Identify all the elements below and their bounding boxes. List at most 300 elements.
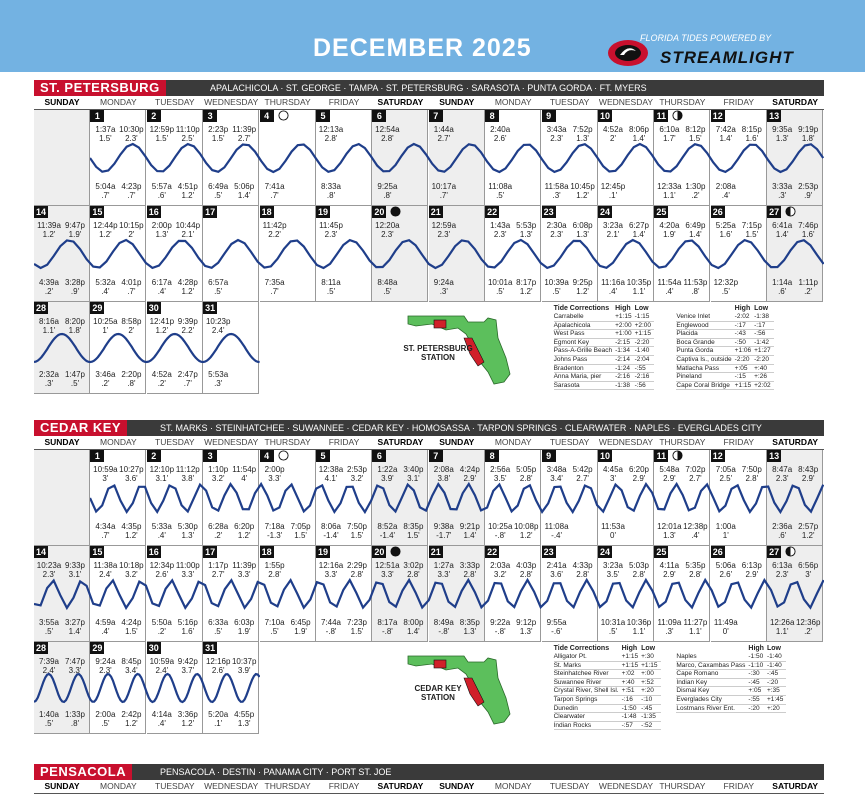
high-tide-label: 11:54p 4' [232, 465, 257, 483]
high-tide-label: 7:47p 3.3' [64, 657, 86, 675]
high-tide-label: 1:22a 3.9' [377, 465, 398, 483]
date-number: 11 [654, 110, 668, 122]
day-name: FRIDAY [723, 97, 755, 107]
low-tide-label: 3:55a .5' [38, 618, 60, 636]
corrections-cell: -2:20 [635, 338, 654, 347]
section-name: CEDAR KEY [34, 420, 127, 436]
high-tide-label: 7:15p 1.5' [741, 221, 762, 239]
day-cell [598, 110, 654, 206]
day-name: FRIDAY [723, 437, 755, 447]
low-tide-label: 10:17a .7' [431, 182, 457, 200]
high-tide-label: 12:13a 2.8' [318, 125, 344, 143]
day-cell [34, 450, 90, 546]
corrections-cell: Bradenton [554, 364, 616, 373]
full-moon-icon [278, 110, 289, 121]
day-cell [34, 110, 90, 206]
day-name: FRIDAY [328, 781, 360, 791]
day-name: TUESDAY [549, 781, 590, 791]
day-cell [316, 110, 372, 206]
high-tide-label: 4:52a 2' [602, 125, 624, 143]
high-tide-label: 2:53p 3.2' [346, 465, 368, 483]
day-name: SATURDAY [377, 97, 424, 107]
low-tide-label: 2:00a .5' [95, 710, 116, 728]
corrections-cell: Matlacha Pass [676, 364, 734, 373]
day-cell [90, 110, 146, 206]
date-number: 5 [316, 110, 330, 122]
high-tide-label: 5:03p 2.8' [628, 561, 650, 579]
low-tide-label: 6:45p 1.9' [290, 618, 311, 636]
section-places: PENSACOLA · DESTIN · PANAMA CITY · PORT ST. JOE [160, 767, 392, 777]
low-tide-label: 4:55p 1.3' [234, 710, 255, 728]
high-tide-label: 12:59p 1.5' [149, 125, 175, 143]
corrections-cell: +1:15 [622, 653, 641, 661]
corrections-cell: +:26 [754, 373, 773, 382]
day-cell [203, 546, 259, 642]
date-number: 4 [260, 110, 274, 122]
low-tide-label: 8:35p 1.3' [459, 618, 480, 636]
corrections-cell: -1:40 [635, 347, 654, 356]
day-cell [767, 206, 823, 302]
high-tide-label: 8:06p 1.4' [628, 125, 650, 143]
day-name: MONDAY [100, 781, 137, 791]
high-tide-label: 10:59a 3' [93, 465, 118, 483]
corrections-cell: +:02 [622, 670, 641, 679]
corrections-cell: -1:34 [615, 347, 634, 356]
low-tide-label: 9:25p 1.2' [572, 278, 593, 296]
section-name: PENSACOLA [34, 764, 132, 780]
low-tide-label: 11:09a .3' [657, 618, 682, 636]
high-tide-label: 5:06a 2.6' [715, 561, 736, 579]
corrections-cell: +:40 [754, 364, 773, 373]
date-number: 8 [485, 450, 499, 462]
high-tide-label: 12:34p 2.6' [149, 561, 175, 579]
day-header-row [34, 96, 824, 110]
high-tide-label: 2:03a 3.2' [490, 561, 511, 579]
corrections-cell: Johns Pass [554, 355, 616, 364]
date-number: 24 [599, 207, 610, 217]
corrections-cell: -1:50 [748, 653, 767, 661]
day-cell [260, 546, 316, 642]
low-tide-label: 9:12p 1.3' [516, 618, 537, 636]
high-tide-label: 4:33p 2.8' [572, 561, 593, 579]
high-tide-label: 10:59a 2.4' [149, 657, 175, 675]
day-cell [485, 110, 541, 206]
low-tide-label: 2:57p 1.2' [798, 522, 819, 540]
corrections-cell: -1:48 [622, 713, 641, 722]
date-number: 4 [260, 450, 274, 462]
low-tide-label: 9:24a .3' [433, 278, 454, 296]
day-name: SATURDAY [772, 781, 819, 791]
day-cell [316, 546, 372, 642]
corrections-cell: -2:14 [615, 355, 634, 364]
low-tide-label: 7:23p 1.5' [346, 618, 368, 636]
corrections-cell: +2:00 [615, 321, 634, 330]
corrections-cell: -2:15 [615, 338, 634, 347]
day-name: MONDAY [494, 781, 532, 791]
low-tide-label: 5:33a .4' [151, 522, 172, 540]
high-tide-label: 6:13a 2.3' [772, 561, 793, 579]
low-tide-label: 11:53a 0' [601, 522, 625, 540]
corrections-cell: -2:20 [735, 355, 754, 364]
high-tide-label: 7:02p 2.7' [685, 465, 706, 483]
corrections-cell: Marco, Caxambas Pass [676, 661, 748, 670]
day-name: WEDNESDAY [598, 97, 654, 107]
corrections-cell: +1:15 [641, 661, 660, 670]
corrections-cell: Alligator Pt. [554, 653, 622, 661]
high-tide-label: 6:49p 1.4' [685, 221, 706, 239]
high-tide-label: 8:20p 1.8' [64, 317, 86, 335]
low-tide-label: 4:52a .2' [151, 370, 172, 388]
day-name: SATURDAY [377, 437, 424, 447]
day-cell [598, 546, 654, 642]
date-number: 21 [430, 207, 441, 217]
corrections-cell: Tarpon Springs [554, 695, 622, 704]
day-cell [147, 302, 203, 394]
date-number: 29 [92, 303, 103, 313]
corrections-cell: -1:15 [635, 313, 654, 321]
corrections-cell: -:15 [735, 373, 754, 382]
low-tide-label: 8:17p 1.2' [516, 278, 537, 296]
low-tide-label: 1:00a 1' [715, 522, 736, 540]
corrections-cell: St. Marks [554, 661, 622, 670]
corrections-cell: +:40 [622, 678, 641, 687]
low-tide-label: 1:33p .8' [64, 710, 86, 728]
low-tide-label: 8:35p 1.5' [403, 522, 424, 540]
high-tide-label: 10:23p 2.4' [205, 317, 231, 335]
low-tide-label: 11:49a 0' [713, 618, 738, 636]
day-cell [711, 450, 767, 546]
day-cell [260, 206, 316, 302]
date-number: 17 [205, 207, 216, 217]
corrections-cell: -1:40 [767, 653, 786, 661]
day-cell [147, 450, 203, 546]
day-cell [429, 206, 485, 302]
date-number: 1 [90, 110, 104, 122]
corrections-cell: West Pass [554, 330, 616, 339]
low-tide-label: 6:03p 1.9' [234, 618, 255, 636]
corrections-header [676, 304, 734, 313]
low-tide-label: 3:28p .9' [64, 278, 86, 296]
high-tide-label: 6:10a 1.7' [659, 125, 680, 143]
day-cell [203, 206, 259, 302]
day-name: SUNDAY [44, 97, 80, 107]
day-cell [598, 450, 654, 546]
section-name: ST. PETERSBURG [34, 80, 166, 96]
date-number: 3 [203, 450, 217, 462]
low-tide-label: 5:50a .2' [151, 618, 172, 636]
high-tide-label: 7:39a 2.4' [38, 657, 60, 675]
low-tide-label: 10:39a .5' [544, 278, 569, 296]
high-tide-label: 7:52p 1.3' [572, 125, 593, 143]
day-cell [372, 206, 428, 302]
date-number: 19 [317, 207, 328, 217]
low-tide-label: 5:16p 1.6' [177, 618, 198, 636]
date-number: 15 [92, 207, 103, 217]
high-tide-label: 6:41a 1.4' [772, 221, 793, 239]
day-cell [429, 110, 485, 206]
date-number: 23 [543, 547, 554, 557]
corrections-cell: Apalachicola [554, 321, 616, 330]
high-tide-label: 9:47p 1.9' [64, 221, 86, 239]
day-cell [147, 110, 203, 206]
high-tide-label: 2:30a 2.3' [546, 221, 567, 239]
date-number: 27 [769, 207, 780, 217]
first-moon-icon [785, 546, 796, 557]
low-tide-label: 6:57a .5' [208, 278, 229, 296]
day-name: MONDAY [100, 437, 137, 447]
date-number: 30 [148, 303, 159, 313]
corrections-cell: +1:00 [615, 330, 634, 339]
date-number: 14 [35, 207, 46, 217]
brand-name: STREAMLIGHT [660, 48, 794, 67]
tide-corrections-table [676, 304, 773, 390]
corrections-cell: +:00 [641, 670, 660, 679]
high-tide-label: 11:39p 3.3' [232, 561, 257, 579]
station-map [406, 648, 526, 733]
high-tide-label: 3:23a 3.5' [602, 561, 624, 579]
low-tide-label: 1:47p .5' [64, 370, 86, 388]
date-number: 1 [90, 450, 104, 462]
date-number: 7 [429, 450, 443, 462]
day-name: THURSDAY [659, 437, 706, 447]
date-number: 16 [148, 547, 159, 557]
low-tide-label: 5:30p 1.3' [177, 522, 198, 540]
high-tide-label: 1:44a 2.7' [433, 125, 454, 143]
low-tide-label: 11:08a .5' [488, 182, 513, 200]
date-number: 13 [769, 451, 780, 461]
day-name: TUESDAY [155, 437, 195, 447]
high-tide-label: 6:13p 2.9' [741, 561, 762, 579]
day-cell [485, 546, 541, 642]
date-number: 20 [374, 207, 385, 217]
low-tide-label: 8:06a -1.4' [320, 522, 342, 540]
corrections-header [676, 644, 748, 653]
corrections-cell: -:20 [748, 704, 767, 713]
day-cell [429, 546, 485, 642]
high-tide-label: 12:16p 2.6' [205, 657, 231, 675]
high-tide-label: 10:44p 2.1' [175, 221, 201, 239]
day-cell [90, 302, 146, 394]
high-tide-label: 11:45p 2.3' [319, 221, 343, 239]
day-cell [372, 546, 428, 642]
low-tide-label: 7:35a .7' [264, 278, 285, 296]
corrections-cell: -:55 [635, 364, 654, 373]
high-tide-label: 11:12p 3.8' [175, 465, 200, 483]
day-cell [34, 302, 90, 394]
corrections-cell: -:10 [641, 695, 660, 704]
low-tide-label: 12:38p .4' [683, 522, 708, 540]
high-tide-label: 8:16a 1.1' [38, 317, 60, 335]
day-cell [542, 450, 598, 546]
corrections-cell: -1:50 [622, 704, 641, 713]
low-tide-label: 12:33a 1.1' [657, 182, 682, 200]
day-name: SUNDAY [439, 781, 475, 791]
high-tide-label: 6:27p 1.4' [628, 221, 650, 239]
day-name: THURSDAY [659, 781, 706, 791]
section-header [34, 420, 824, 436]
day-name: MONDAY [494, 437, 532, 447]
high-tide-label: 12:16a 3.3' [318, 561, 344, 579]
week-row [34, 302, 824, 394]
date-number: 29 [92, 643, 103, 653]
high-tide-label: 9:42p 3.7' [177, 657, 198, 675]
low-tide-label: 1:11p .2' [798, 278, 818, 296]
date-number: 12 [712, 451, 723, 461]
date-number: 24 [599, 547, 610, 557]
date-number: 23 [543, 207, 554, 217]
high-tide-label: 9:39p 2.2' [177, 317, 198, 335]
date-number: 18 [261, 547, 272, 557]
corrections-cell: -:17 [754, 321, 773, 330]
corrections-cell: +1:15 [622, 661, 641, 670]
corrections-cell: -:52 [641, 721, 660, 730]
low-tide-label: 6:20p 1.2' [234, 522, 255, 540]
high-tide-label: 5:35p 2.8' [685, 561, 706, 579]
date-number: 12 [712, 111, 723, 121]
corrections-cell: +2:02 [754, 381, 773, 390]
high-tide-label: 10:37p 3.9' [231, 657, 257, 675]
header-banner [0, 0, 865, 72]
corrections-cell: -1:24 [615, 364, 634, 373]
week-row [34, 642, 824, 734]
high-tide-label: 4:24p 2.9' [459, 465, 480, 483]
high-tide-label: 8:45p 3.4' [121, 657, 142, 675]
corrections-cell: -2:16 [635, 373, 654, 382]
corrections-header: Low [754, 305, 769, 312]
low-tide-label: 5:20a .1' [208, 710, 229, 728]
corrections-cell: Carrabelle [554, 313, 616, 321]
date-number: 25 [656, 207, 667, 217]
day-name: FRIDAY [723, 781, 755, 791]
low-tide-label: 6:17a .4' [151, 278, 172, 296]
low-tide-label: 12:01a 1.3' [657, 522, 682, 540]
high-tide-label: 3:23a 2.1' [602, 221, 624, 239]
corrections-cell: -:20 [767, 678, 786, 687]
high-tide-label: 5:53p 1.3' [516, 221, 537, 239]
high-tide-label: 9:19p 1.8' [798, 125, 819, 143]
corrections-cell: Suwannee River [554, 678, 622, 687]
high-tide-label: 4:03p 2.8' [516, 561, 537, 579]
day-name: FRIDAY [328, 97, 360, 107]
day-name: SATURDAY [377, 781, 424, 791]
week-row [34, 450, 824, 546]
high-tide-label: 11:38a 2.4' [93, 561, 118, 579]
low-tide-label: 7:44a -.8' [320, 618, 342, 636]
high-tide-label: 10:27p 3.6' [119, 465, 144, 483]
high-tide-label: 5:25a 1.6' [715, 221, 736, 239]
day-name: SUNDAY [439, 97, 475, 107]
corrections-cell: Clearwater [554, 713, 622, 722]
day-cell [34, 546, 90, 642]
day-cell [767, 110, 823, 206]
high-tide-label: 2:00p 1.3' [151, 221, 172, 239]
corrections-cell: Naples [676, 653, 748, 661]
date-number: 28 [35, 303, 46, 313]
day-cell [260, 450, 316, 546]
day-cell [90, 450, 146, 546]
corrections-cell: -:50 [735, 338, 754, 347]
full-moon-icon [278, 450, 289, 461]
low-tide-label: 2:20p .8' [121, 370, 142, 388]
high-tide-label: 12:59a 2.3' [431, 221, 457, 239]
section-header [34, 764, 824, 780]
week-row [34, 110, 824, 206]
low-tide-label: 9:25a .8' [377, 182, 398, 200]
high-tide-label: 3:40p 3.1' [403, 465, 424, 483]
low-tide-label: 11:27p 1.1' [683, 618, 708, 636]
low-tide-label: 12:32p .5' [713, 278, 739, 296]
corrections-cell: -2:02 [735, 313, 754, 321]
low-tide-label: 8:49a -.8' [433, 618, 454, 636]
corrections-cell: +1:27 [754, 347, 773, 356]
corrections-cell: Cape Romano [676, 670, 748, 679]
corrections-cell: Englewood [676, 321, 734, 330]
date-number: 21 [430, 547, 441, 557]
high-tide-label: 4:45a 3' [602, 465, 624, 483]
corrections-cell: Sarasota [554, 381, 616, 390]
date-number: 11 [654, 450, 668, 462]
corrections-header: High [748, 645, 764, 652]
day-cell [203, 302, 259, 394]
low-tide-label: 12:45p .1' [600, 182, 626, 200]
low-tide-label: 7:10a .5' [264, 618, 285, 636]
day-cell [90, 642, 146, 734]
high-tide-label: 2:56a 3.5' [490, 465, 511, 483]
day-name: WEDNESDAY [598, 781, 654, 791]
date-number: 6 [372, 110, 386, 122]
date-number: 13 [769, 111, 780, 121]
high-tide-label: 7:42a 1.4' [715, 125, 736, 143]
day-name: FRIDAY [328, 437, 360, 447]
high-tide-label: 7:50p 2.8' [741, 465, 762, 483]
day-cell [654, 206, 710, 302]
corrections-cell: -2:04 [635, 355, 654, 364]
day-cell [90, 206, 146, 302]
date-number: 5 [316, 450, 330, 462]
low-tide-label: 9:21p 1.4' [459, 522, 480, 540]
low-tide-label: 10:31a .5' [600, 618, 626, 636]
day-cell [203, 450, 259, 546]
corrections-header: High [621, 645, 638, 652]
high-tide-label: 11:39a 1.2' [37, 221, 61, 239]
date-number: 31 [205, 303, 216, 313]
day-cell [767, 546, 823, 642]
corrections-cell: +:20 [641, 687, 660, 696]
corrections-cell: -1:10 [748, 661, 767, 670]
day-cell [654, 450, 710, 546]
high-tide-label: 7:05a 2.5' [715, 465, 736, 483]
high-tide-label: 12:54a 2.8' [375, 125, 400, 143]
low-tide-label: 6:28a .2' [208, 522, 229, 540]
page-title: DECEMBER 2025 [313, 34, 532, 62]
corrections-cell: -:55 [748, 695, 767, 704]
day-name: SUNDAY [44, 437, 80, 447]
date-number: 15 [92, 547, 103, 557]
low-tide-label: 2:36a .6' [772, 522, 793, 540]
low-tide-label: 12:36p .2' [795, 618, 821, 636]
low-tide-label: 10:45p 1.2' [570, 182, 595, 200]
tide-section [34, 80, 824, 420]
high-tide-label: 8:12p 1.5' [685, 125, 706, 143]
high-tide-label: 2:41a 3.6' [546, 561, 567, 579]
low-tide-label: 6:49a .5' [208, 182, 229, 200]
high-tide-label: 10:25a 1' [93, 317, 118, 335]
high-tide-label: 5:48a 2.9' [659, 465, 680, 483]
low-tide-label: 9:55a -.6' [546, 618, 567, 636]
day-cell [316, 450, 372, 546]
high-tide-label: 12:20a 2.3' [375, 221, 400, 239]
low-tide-label: 5:32a .4' [95, 278, 116, 296]
